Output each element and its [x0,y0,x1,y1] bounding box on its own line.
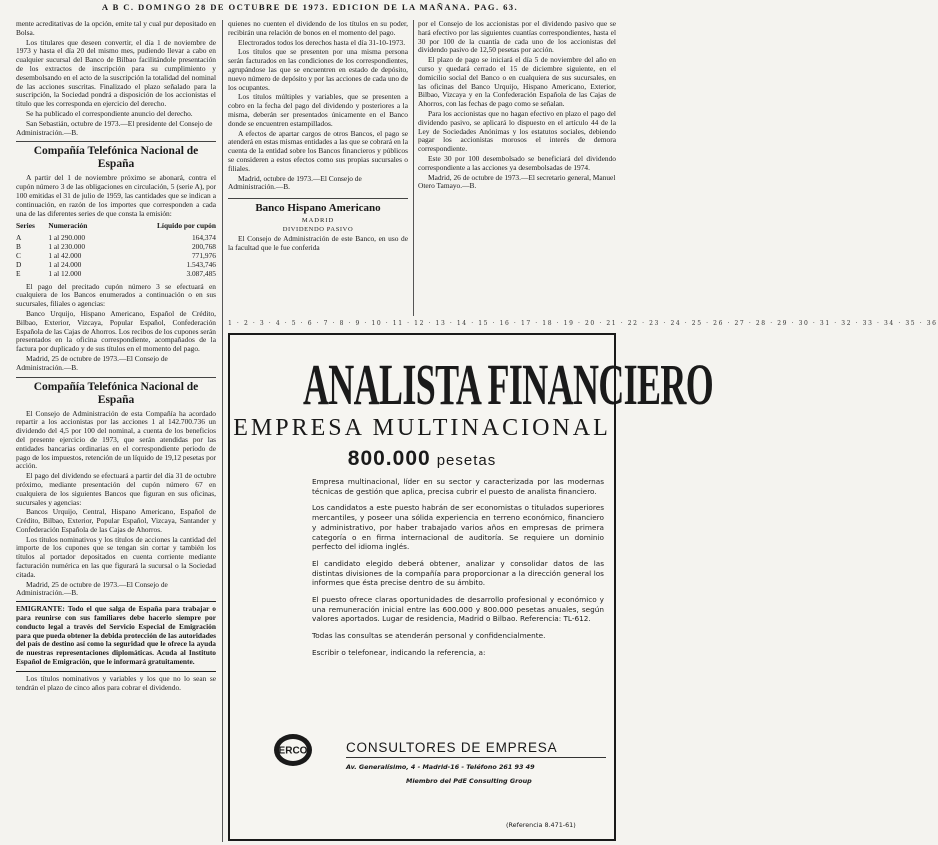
table-row [16,233,216,242]
cell: E [16,269,21,279]
job-advertisement [228,333,714,841]
logo-text: ERCO [278,745,308,757]
signature: Madrid, 25 de octubre de 1973.—El Consejo de Administración.—B. [16,579,168,598]
paragraph: Los titulares que deseen convertir, el día 1 de noviembre de 1973 y hasta el día 20 del mismo mes, pudiendo llevar a cabo en cualquier sucursal del Banco de Bilbao facilitándole presentación de los extractos de inscripción para su cumplimiento y desembolsando en el acto de la suscripción la totalidad del nominal de las acciones suscritas. Finalizado el plazo señalado para la suscripción, la Sociedad pondrá a disposición de los accionistas el título que les corresponda en ejercicio del derecho. [16,37,216,109]
column-right [418,20,616,320]
section-title-banco: Banco Hispano Americano [228,198,408,214]
signature: Madrid, octubre de 1973.—El Consejo de Administración.—B. [228,173,362,192]
paragraph: El plazo de pago se iniciará el día 5 de noviembre del año en curso y quedará cerrado el 15 de diciembre siguiente, en el domicilio social del Banco o en cualquiera de sus sucursales, en las oficinas del Banco Urquijo, Hispano Americano, Exterior, Bilbao, Vizcaya y en la Confederación Española de las Cajas de Ahorros, con las fechas de pago como se señalan. [418,55,616,109]
firm-logo [272,729,314,771]
cell: 1 al 290.000 [48,232,86,242]
firm-membership: Miembro del PdE Consulting Group [406,777,532,785]
table-row [16,242,216,251]
cell: 1 al 230.000 [48,241,86,251]
cell: A [16,232,22,242]
coupon-table [16,221,216,278]
signature: San Sebastián, octubre de 1973.—El presidente del Consejo de Administración.—B. [16,118,213,137]
paragraph: El pago del precitado cupón número 3 se efectuará en cualquiera de los Bancos enumerados a continuación o en sus sucursales, filiales o agencias: [16,281,216,309]
cell: B [16,241,21,251]
column-rule [413,20,414,316]
signature: Madrid, 26 de octubre de 1973.—El secretario general, Manuel Otero Tamayo.—B. [418,172,616,191]
paragraph: A efectos de apartar cargos de otros Bancos, el pago se atenderá en estas mismas entidades a las que se cobrará en la cuenta de la entidad sobre los Bancos financieros y públicos se consideren a estos efectos como sus propias sucursales o filiales. [228,128,408,173]
paragraph: EMIGRANTE: Todo el que salga de España para trabajar o para reunirse con sus familiares debe hacerlo siempre por conducto legal a través del Servicio Especial de Emigración para que pueda obtener la debida protección de las autoridades del país de destino así como la seguridad que le ofrece la ayuda de nuestras representaciones diplomáticas. Acuda al Instituto Español de Emigración, que le informará gratuitamente. [16,604,216,667]
paragraph: Banco Urquijo, Hispano Americano, Español de Crédito, Bilbao, Exterior, Vizcaya, Popular Español, Confederación Española de las Cajas de Ahorros. Los recibos de los cupones serán presentados en la oficina correspondiente, acompañados de la factura por duplicado y de sus títulos en el momento del pago. [16,308,216,354]
cell: 771,976 [191,250,216,260]
paragraph: Los títulos múltiples y variables, que se presenten a cobro en la fecha del pago del dividendo y posteriores a la misma, deberán ser presentados únicamente en el Banco donde se encuentren estampillados. [228,92,408,128]
ad-paragraph: Todas las consultas se atenderán personal y confidencialmente. [312,631,546,641]
cell: 200,768 [191,241,216,251]
paragraph: por el Consejo de los accionistas por el dividendo pasivo que se hará efectivo por las siguientes cuantías correspondientes, hasta el 30 por 100 de la cuantía de cada uno de los accionistas del dividendo pasivo de 12,50 pesetas por acción. [418,19,616,55]
salary-unit: pesetas [436,452,497,469]
cell: 164,374 [191,232,216,242]
cell: 1 al 12.000 [48,269,82,279]
paragraph: El Consejo de Administración de este Banco, en uso de la facultad que le fue conferida [228,234,408,252]
table-header: Numeración [48,221,88,231]
paragraph: Este 30 por 100 desembolsado se beneficiará del dividendo correspondiente a las acciones ya desembolsadas de 1974. [418,153,616,172]
column-rule [222,20,223,842]
section-title-telefonica-1: Compañía Telefónica Nacional de España [16,141,216,171]
section-city: MADRID [301,217,335,225]
salary-amount: 800.000 [347,447,431,470]
table-row [16,251,216,260]
ad-paragraph: Escribir o telefonear, indicando la referencia, a: [312,647,486,657]
section-subtitle: DIVIDENDO PASIVO [282,226,354,234]
firm-address: Av. Generalísimo, 4 - Madrid-16 - Teléfono 261 93 49 [346,763,535,771]
column-left [16,20,216,842]
cell: 1.543,746 [186,260,216,270]
paragraph: Bancos Urquijo, Central, Hispano Americano, Español de Crédito, Bilbao, Exterior, Popular Español, Vizcaya, Santander y Confederación Española de las Cajas de Ahorros. [16,507,216,534]
paragraph: Los títulos nominativos y los títulos de acciones la cantidad del importe de los cupones que se tengan sin cortar y también los títulos al portador depositados en cuenta corriente mediante facturación numérica en las que figurará la sucursal o la Sociedad citada. [16,534,216,579]
paragraph: Se ha publicado el correspondiente anuncio del derecho. [26,108,193,118]
ad-paragraph: Los candidatos a este puesto habrán de ser economistas o titulados superiores mercantiles, y poseer una sólida experiencia en terreno económico, financiero y administrativo, por haber trabajado varios años en empresas de primera categoría o en firma internacional de auditoría. Se requiere un dominio perfecto del idioma inglés. [312,503,604,552]
paragraph: Los títulos que se presenten por una misma persona serán facturados en las condiciones de los correspondientes, agrupándose las que se encuentren en estado de depósito, nuevo número de depósito y por las acciones de cada uno de los ocupantes. [228,47,408,92]
paragraph: El Consejo de Administración de esta Compañía ha acordado repartir a los accionistas por las acciones 1 al 142.700.736 un dividendo del 4,5 por 100 del nominal, a cuenta de los beneficios del presente ejercicio de 1973, que serán atendidas por las entidades bancarias ordinarias en el correspondiente período de pago de los impuestos, retención de un líquido de 19,12 pesetas por acción. [16,408,216,471]
ad-reference: (Referencia 8.471-61) [506,821,576,829]
cell: D [16,260,22,270]
ad-title: ANALISTA FINANCIERO [302,352,714,417]
ad-salary [230,447,614,471]
cell: 1 al 24.000 [48,260,82,270]
cell: C [16,250,21,260]
section-title-telefonica-2: Compañía Telefónica Nacional de España [16,377,216,407]
firm-name: CONSULTORES DE EMPRESA [346,740,606,758]
firm-logo-icon [272,729,314,771]
table-header: Líquido por cupón [156,221,216,231]
cell: 3.087,485 [186,269,216,279]
paragraph: Electrorados todos los derechos hasta el día 31-10-1973. [238,37,406,47]
paragraph: quienes no cuenten el dividendo de los títulos en su poder, recibirán una relación de bonos en el momento del pago. [228,19,408,37]
table-header: Series [16,221,35,231]
ad-paragraph: Empresa multinacional, líder en su sector y caracterizada por las modernas técnicas de gestión que aplica, precisa cubrir el puesto de analista financiero. [312,477,604,496]
signature: Madrid, 25 de octubre de 1973.—El Consejo de Administración.—B. [16,353,168,372]
ad-body [312,477,604,665]
column-middle [228,20,408,320]
table-row [16,260,216,269]
page-header: A B C. DOMINGO 28 DE OCTUBRE DE 1973. EDICION DE LA MAÑANA. PAG. 63. [101,2,519,12]
paragraph: Para los accionistas que no hagan efectivo en plazo el pago del dividendo pasivo, se aplicará lo dispuesto en el artículo 44 de la Ley de Sociedades Anónimas y los estatutos sociales, debiendo pagar los accionistas morosos el interés de demora correspondiente. [418,108,616,154]
ad-paragraph: El puesto ofrece claras oportunidades de desarrollo profesional y económico y una remuneración inicial entre las 600.000 y 800.000 pesetas anuales, según valores aportados. Lugar de residencia, Madrid o Bilbao. Referencia: TL-612. [312,595,604,624]
ad-paragraph: El candidato elegido deberá obtener, analizar y consolidar datos de las distintas divisiones de la compañía para proporcionar a la dirección general los informes que ésta precise dentro de su ámbito. [312,558,604,588]
cell: 1 al 42.000 [48,250,82,260]
dotted-separator: 1 · 2 · 3 · 4 · 5 · 6 · 7 · 8 · 9 · 10 · 11 · 12 · 13 · 14 · 15 · 16 · 17 · 18 · 19 · 20 · 21 · 22 · 23 · 24 · 25 · 26 · 27 · 28 · 29 · 30 · 31 · 32 · 33 · 34 · 35 · 36 [228,320,938,327]
table-row [16,269,216,278]
paragraph: A partir del 1 de noviembre próximo se abonará, contra el cupón número 3 de las obligaciones en circulación, 5 (serie A), por 100 emitidas el 31 de julio de 1959, las cantidades que se indican a continuación, en razón de los importes que corresponden a cada una de las diferentes series de que consta la emisión: [16,173,216,218]
paragraph: mente acreditativas de la opción, emite tal y cual pur depositado en Bolsa. [16,19,216,37]
paragraph: Los títulos nominativos y variables y los que no lo sean se tendrán el plazo de cinco años para cobrar el dividendo. [16,673,216,692]
paragraph: El pago del dividendo se efectuará a partir del día 31 de octubre próximo, mediante presentación del cupón número 67 en cualquiera de los siguientes Bancos que figuran en sus oficinas, sucursales y agencias: [16,471,216,507]
emigrant-notice [16,601,216,672]
ad-subtitle: EMPRESA MULTINACIONAL [233,415,611,441]
